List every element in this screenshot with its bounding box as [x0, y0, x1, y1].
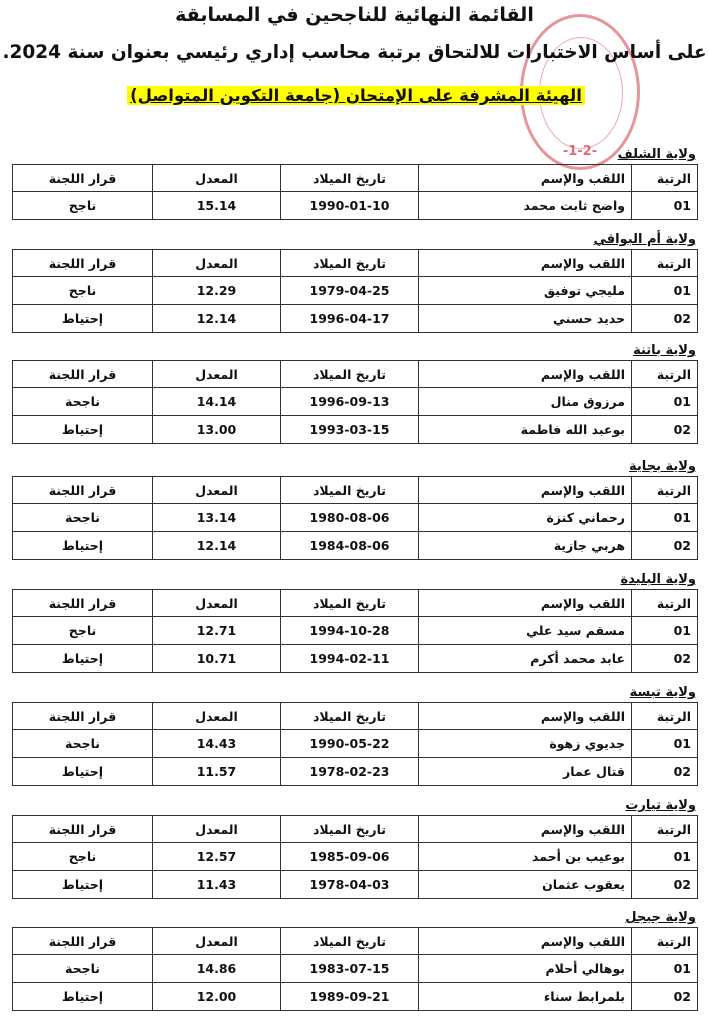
cell-avg: 12.29 [153, 277, 281, 305]
cell-name: قتال عمار [419, 758, 632, 786]
col-decision-header: قرار اللجنة [13, 250, 153, 277]
col-avg-header: المعدل [153, 928, 281, 955]
wilaya-heading: ولاية تيارت [625, 798, 696, 813]
cell-decision: ناجحة [13, 504, 153, 532]
table-header-row [13, 816, 698, 843]
table-row [13, 532, 698, 560]
cell-name: مسقم سيد علي [419, 617, 632, 645]
cell-avg: 14.43 [153, 730, 281, 758]
col-decision-header: قرار اللجنة [13, 928, 153, 955]
cell-decision: ناجحة [13, 388, 153, 416]
table-row [13, 843, 698, 871]
cell-rank: 01 [632, 277, 698, 305]
col-avg-header: المعدل [153, 250, 281, 277]
col-birth-header: تاريخ الميلاد [281, 477, 419, 504]
cell-rank: 02 [632, 532, 698, 560]
col-decision-header: قرار اللجنة [13, 590, 153, 617]
cell-decision: ناجح [13, 277, 153, 305]
section-bejaia [12, 458, 698, 560]
wilaya-heading: ولاية الشلف [617, 147, 696, 162]
cell-decision: ناجح [13, 617, 153, 645]
section-chlef [12, 146, 698, 220]
wilaya-heading: ولاية البليدة [620, 572, 696, 587]
cell-avg: 12.71 [153, 617, 281, 645]
table-row [13, 983, 698, 1011]
cell-rank: 01 [632, 955, 698, 983]
col-birth-header: تاريخ الميلاد [281, 361, 419, 388]
col-birth-header: تاريخ الميلاد [281, 703, 419, 730]
results-table [12, 360, 698, 444]
cell-rank: 02 [632, 416, 698, 444]
section-batna [12, 342, 698, 444]
cell-rank: 01 [632, 617, 698, 645]
cell-birth: 1996-09-13 [281, 388, 419, 416]
cell-avg: 13.00 [153, 416, 281, 444]
cell-birth: 1978-04-03 [281, 871, 419, 899]
table-row [13, 192, 698, 220]
cell-birth: 1990-01-10 [281, 192, 419, 220]
col-birth-header: تاريخ الميلاد [281, 165, 419, 192]
table-row [13, 730, 698, 758]
section-oum-el-bouaghi [12, 231, 698, 333]
cell-birth: 1980-08-06 [281, 504, 419, 532]
cell-avg: 11.57 [153, 758, 281, 786]
cell-decision: إحتياط [13, 871, 153, 899]
col-avg-header: المعدل [153, 165, 281, 192]
cell-rank: 01 [632, 388, 698, 416]
table-header-row [13, 590, 698, 617]
table-header-row [13, 703, 698, 730]
results-table [12, 927, 698, 1011]
section-blida [12, 571, 698, 673]
cell-avg: 13.14 [153, 504, 281, 532]
cell-name: هربي جازية [419, 532, 632, 560]
cell-rank: 01 [632, 730, 698, 758]
cell-avg: 15.14 [153, 192, 281, 220]
cell-name: رحماني كنزة [419, 504, 632, 532]
cell-rank: 02 [632, 645, 698, 673]
table-row [13, 305, 698, 333]
col-name-header: اللقب والإسم [419, 928, 632, 955]
col-name-header: اللقب والإسم [419, 361, 632, 388]
cell-decision: ناجحة [13, 730, 153, 758]
col-name-header: اللقب والإسم [419, 250, 632, 277]
cell-rank: 02 [632, 305, 698, 333]
wilaya-heading: ولاية أم البواقي [593, 232, 696, 247]
col-name-header: اللقب والإسم [419, 816, 632, 843]
cell-name: بوهالي أحلام [419, 955, 632, 983]
cell-name: بوعيب بن أحمد [419, 843, 632, 871]
col-avg-header: المعدل [153, 361, 281, 388]
cell-rank: 02 [632, 758, 698, 786]
results-table [12, 815, 698, 899]
cell-avg: 11.43 [153, 871, 281, 899]
cell-birth: 1985-09-06 [281, 843, 419, 871]
cell-rank: 01 [632, 504, 698, 532]
cell-rank: 01 [632, 192, 698, 220]
table-row [13, 758, 698, 786]
col-rank-header: الرتبة [632, 928, 698, 955]
wilaya-heading: ولاية جيجل [625, 910, 696, 925]
cell-rank: 02 [632, 983, 698, 1011]
cell-name: بوعبد الله فاطمة [419, 416, 632, 444]
wilaya-heading: ولاية باتنة [633, 343, 696, 358]
cell-decision: ناجحة [13, 955, 153, 983]
cell-rank: 02 [632, 871, 698, 899]
col-name-header: اللقب والإسم [419, 703, 632, 730]
cell-name: حديد حسني [419, 305, 632, 333]
stamp-number: -1-2- [562, 144, 598, 159]
col-rank-header: الرتبة [632, 361, 698, 388]
cell-name: جديوي زهوة [419, 730, 632, 758]
table-row [13, 277, 698, 305]
col-name-header: اللقب والإسم [419, 165, 632, 192]
col-avg-header: المعدل [153, 816, 281, 843]
cell-birth: 1983-07-15 [281, 955, 419, 983]
table-row [13, 504, 698, 532]
table-header-row [13, 928, 698, 955]
cell-birth: 1996-04-17 [281, 305, 419, 333]
table-row [13, 416, 698, 444]
cell-avg: 14.14 [153, 388, 281, 416]
table-header-row [13, 361, 698, 388]
cell-avg: 10.71 [153, 645, 281, 673]
col-rank-header: الرتبة [632, 703, 698, 730]
cell-decision: إحتياط [13, 532, 153, 560]
col-decision-header: قرار اللجنة [13, 165, 153, 192]
col-name-header: اللقب والإسم [419, 590, 632, 617]
col-decision-header: قرار اللجنة [13, 361, 153, 388]
cell-name: مرزوق منال [419, 388, 632, 416]
wilaya-heading: ولاية بجاية [629, 459, 696, 474]
col-birth-header: تاريخ الميلاد [281, 928, 419, 955]
cell-birth: 1989-09-21 [281, 983, 419, 1011]
cell-name: بلمرابط سناء [419, 983, 632, 1011]
col-avg-header: المعدل [153, 703, 281, 730]
section-jijel [12, 909, 698, 1011]
wilaya-heading: ولاية تبسة [629, 685, 696, 700]
cell-name: مليجي توفيق [419, 277, 632, 305]
col-avg-header: المعدل [153, 590, 281, 617]
results-table [12, 702, 698, 786]
table-header-row [13, 250, 698, 277]
col-name-header: اللقب والإسم [419, 477, 632, 504]
col-rank-header: الرتبة [632, 165, 698, 192]
cell-birth: 1994-02-11 [281, 645, 419, 673]
col-rank-header: الرتبة [632, 477, 698, 504]
col-rank-header: الرتبة [632, 590, 698, 617]
col-rank-header: الرتبة [632, 816, 698, 843]
exam-authority-text: الهيئة المشرفة على الإمتحان (جامعة التكوين المتواصل) [127, 86, 585, 105]
cell-birth: 1984-08-06 [281, 532, 419, 560]
table-header-row [13, 477, 698, 504]
cell-birth: 1993-03-15 [281, 416, 419, 444]
section-tiaret [12, 797, 698, 899]
cell-decision: إحتياط [13, 983, 153, 1011]
cell-avg: 12.00 [153, 983, 281, 1011]
cell-decision: إحتياط [13, 758, 153, 786]
page-title: القائمة النهائية للناجحين في المسابقة [175, 4, 534, 26]
cell-avg: 12.14 [153, 532, 281, 560]
cell-birth: 1990-05-22 [281, 730, 419, 758]
col-decision-header: قرار اللجنة [13, 703, 153, 730]
cell-name: واضح ثابت محمد [419, 192, 632, 220]
cell-decision: إحتياط [13, 645, 153, 673]
cell-avg: 12.14 [153, 305, 281, 333]
page-subtitle: على أساس الاختبارات للالتحاق برتبة محاسب إداري رئيسي بعنوان سنة 2024. [2, 42, 707, 63]
col-birth-header: تاريخ الميلاد [281, 816, 419, 843]
col-birth-header: تاريخ الميلاد [281, 590, 419, 617]
cell-avg: 14.86 [153, 955, 281, 983]
cell-rank: 01 [632, 843, 698, 871]
results-table [12, 164, 698, 220]
cell-decision: إحتياط [13, 416, 153, 444]
cell-avg: 12.57 [153, 843, 281, 871]
cell-name: يعقوب عثمان [419, 871, 632, 899]
cell-decision: ناجح [13, 192, 153, 220]
results-table [12, 476, 698, 560]
table-row [13, 617, 698, 645]
col-avg-header: المعدل [153, 477, 281, 504]
cell-name: عابد محمد أكرم [419, 645, 632, 673]
col-decision-header: قرار اللجنة [13, 816, 153, 843]
table-row [13, 871, 698, 899]
cell-decision: ناجح [13, 843, 153, 871]
cell-decision: إحتياط [13, 305, 153, 333]
table-row [13, 955, 698, 983]
results-table [12, 249, 698, 333]
cell-birth: 1979-04-25 [281, 277, 419, 305]
col-birth-header: تاريخ الميلاد [281, 250, 419, 277]
table-header-row [13, 165, 698, 192]
results-table [12, 589, 698, 673]
col-decision-header: قرار اللجنة [13, 477, 153, 504]
col-rank-header: الرتبة [632, 250, 698, 277]
table-row [13, 388, 698, 416]
exam-authority [112, 86, 600, 105]
table-row [13, 645, 698, 673]
cell-birth: 1978-02-23 [281, 758, 419, 786]
cell-birth: 1994-10-28 [281, 617, 419, 645]
section-tebessa [12, 684, 698, 786]
